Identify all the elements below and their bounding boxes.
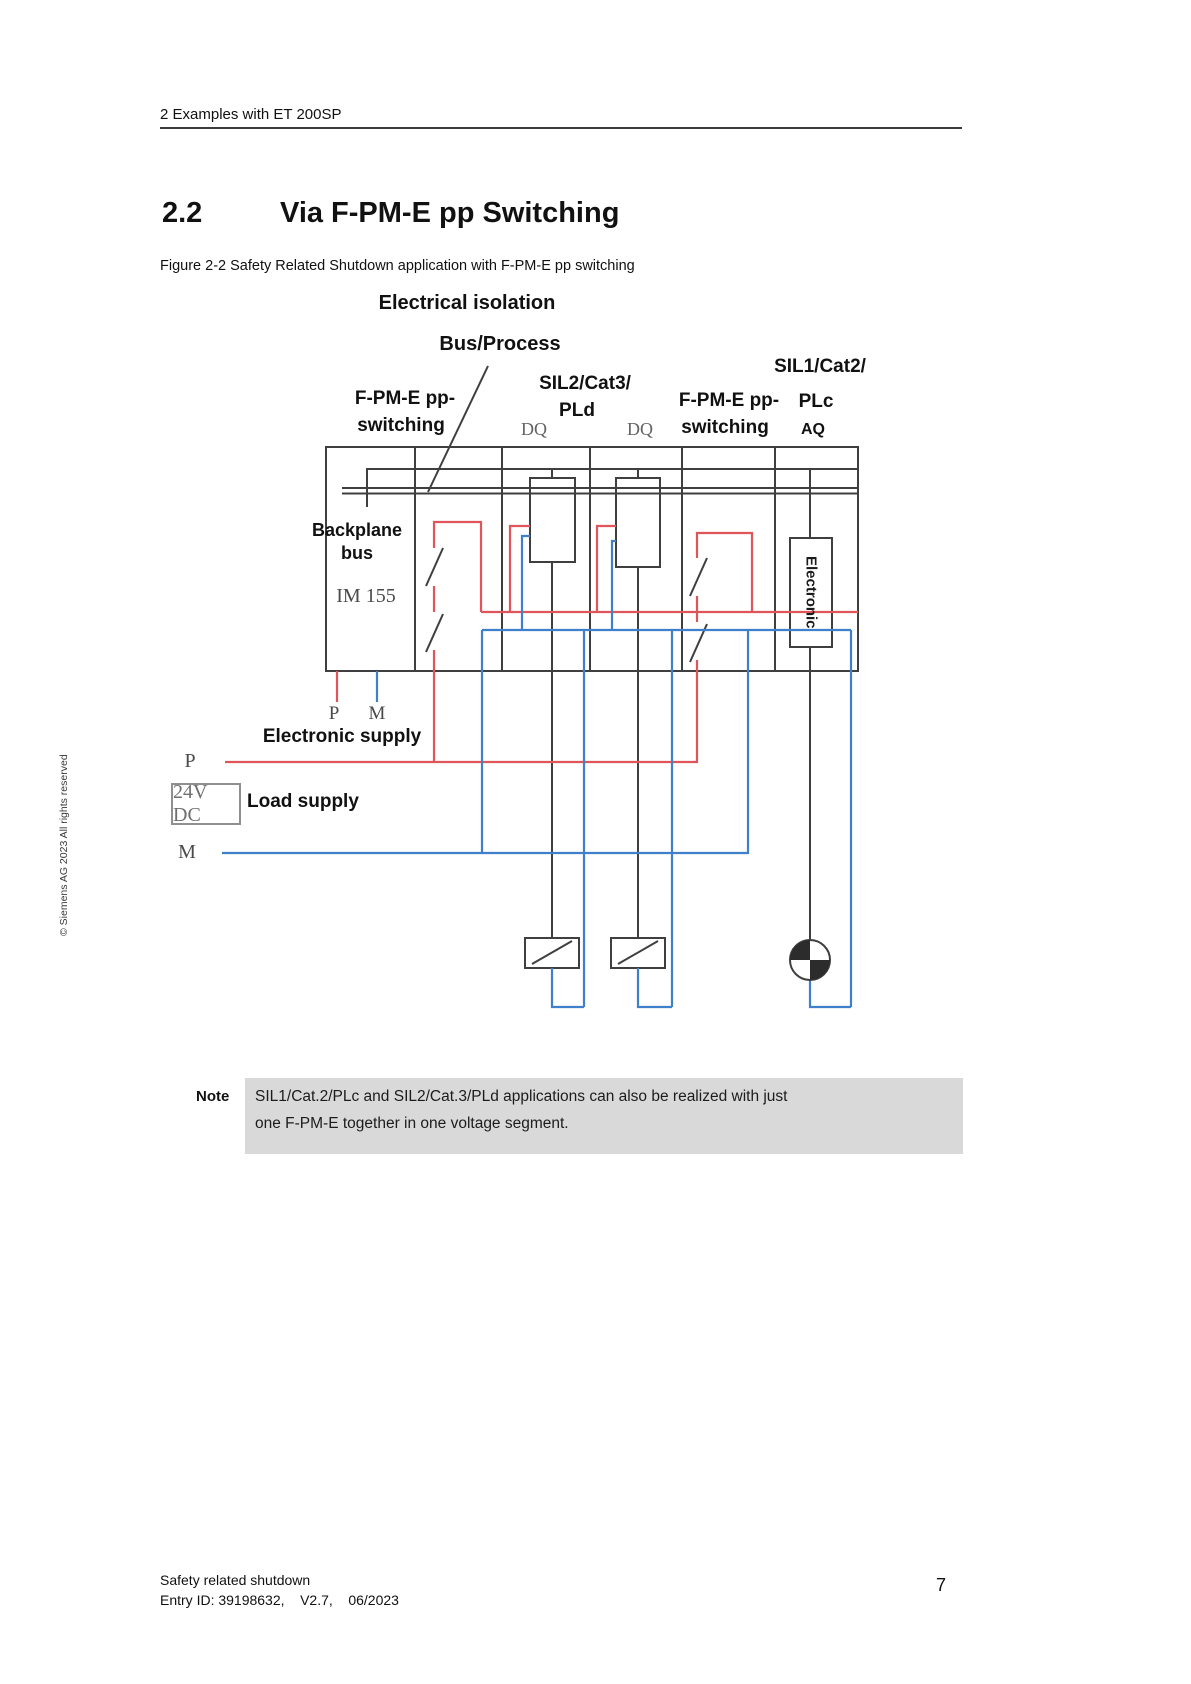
label-electronic: Electronic: [802, 556, 820, 629]
label-dq1: DQ: [521, 419, 547, 439]
label-fpme-right-line2: switching: [681, 417, 769, 438]
label-fpme-right-line1: F-PM-E pp-: [678, 390, 780, 411]
label-fpme-left-line2: switching: [357, 415, 445, 436]
wires-black: [326, 366, 858, 964]
note-label: Note: [196, 1088, 230, 1105]
label-fpme-left-line1: F-PM-E pp-: [354, 388, 456, 409]
switch-contact-strokes: [426, 548, 707, 662]
fpme2-switch-red: [697, 533, 752, 762]
actuator-quadrant-br: [810, 960, 830, 980]
module-bodies: [525, 478, 832, 968]
isolation-double-line: [342, 488, 858, 494]
supply-24vdc-box: 24V DC: [171, 783, 241, 825]
footer-entry-id: Entry ID: 39198632, V2.7, 06/2023: [160, 1592, 399, 1608]
dq2-driver-box: [616, 478, 660, 567]
note-text-line1: SIL1/Cat.2/PLc and SIL2/Cat.3/PLd applications can also be realized with just: [255, 1088, 788, 1105]
label-backplane-line1: Backplane: [311, 520, 403, 540]
label-im155: IM 155: [336, 585, 396, 607]
label-sil2-line1: SIL2/Cat3/: [539, 373, 631, 394]
label-aq: AQ: [801, 421, 825, 438]
dq1-driver-box: [530, 478, 575, 562]
label-dq2: DQ: [627, 419, 653, 439]
section-title: Via F-PM-E pp Switching: [280, 197, 620, 229]
note-text-line2: one F-PM-E together in one voltage segment.: [255, 1115, 569, 1132]
label-bus-process: Bus/Process: [439, 333, 561, 355]
label-backplane-line2: bus: [340, 543, 374, 563]
footer-doc-title: Safety related shutdown: [160, 1572, 311, 1588]
label-m-rail: M: [178, 841, 196, 863]
actuator-quadrant-tl: [790, 940, 810, 960]
figure-caption: Figure 2-2 Safety Related Shutdown application with F-PM-E pp switching: [160, 258, 635, 274]
label-load-supply: Load supply: [247, 791, 359, 812]
label-sil2-line2: PLd: [559, 400, 595, 421]
label-electrical-isolation: Electrical isolation: [378, 292, 556, 314]
wires-blue: [222, 536, 851, 1007]
label-sil1-line1: SIL1/Cat2/: [774, 356, 866, 377]
aq-actuator-symbol: [790, 940, 830, 980]
running-header: 2 Examples with ET 200SP: [160, 106, 342, 123]
page-number: 7: [936, 1575, 947, 1595]
copyright-vertical-text: © Siemens AG 2023 All rights reserved: [58, 754, 70, 936]
fpme1-switch-red: [434, 522, 481, 762]
label-m-stub: M: [368, 703, 386, 724]
label-p-rail: P: [184, 750, 196, 772]
label-sil1-line2: PLc: [798, 391, 834, 412]
module-dividers: [415, 447, 775, 671]
label-p-stub: P: [328, 703, 340, 724]
station-outline: [326, 447, 858, 671]
label-electronic-supply: Electronic supply: [262, 726, 422, 747]
section-number: 2.2: [162, 197, 203, 229]
note-box: [245, 1078, 963, 1154]
